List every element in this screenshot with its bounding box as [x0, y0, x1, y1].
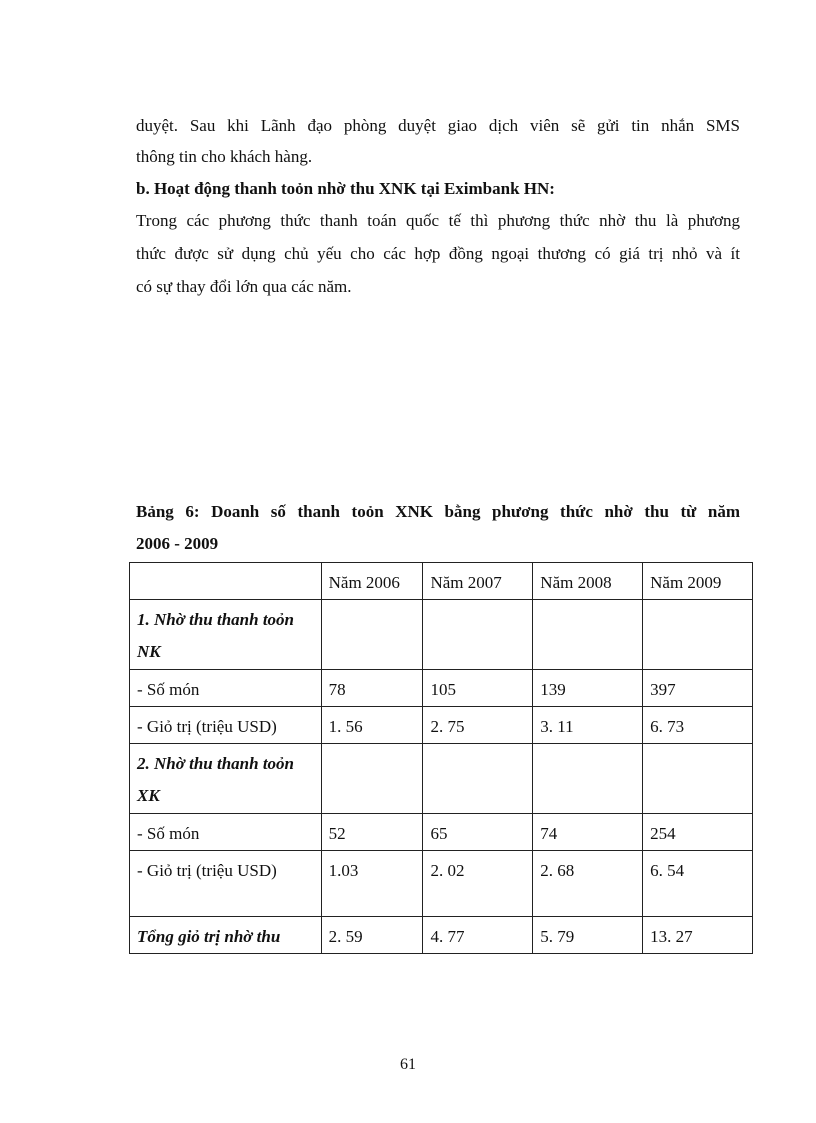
row-label: - Số món [130, 814, 322, 851]
table-cell: 6. 54 [643, 851, 753, 917]
table-cell [423, 600, 533, 670]
section-heading: b. Hoạt động thanh toỏn nhờ thu XNK tại Eximbank HN: [136, 179, 555, 198]
table-row [130, 744, 753, 814]
section-label-import: 1. Nhờ thu thanh toỏn NK [130, 600, 322, 670]
table-cell: 6. 73 [643, 707, 753, 744]
paragraph-line: duyệt. Sau khi Lãnh đạo phòng duyệt giao dịch viên sẽ gửi tin nhắn SMS [136, 116, 740, 135]
table-cell: 254 [643, 814, 753, 851]
table-cell: 397 [643, 670, 753, 707]
table-caption: Bảng 6: Doanh số thanh toỏn XNK bằng phương thức nhờ thu từ năm [136, 502, 740, 521]
table-cell: 139 [533, 670, 643, 707]
table-cell [643, 744, 753, 814]
table-row [130, 670, 753, 707]
paragraph-line: Trong các phương thức thanh toán quốc tế thì phương thức nhờ thu là phương [136, 211, 740, 230]
table-cell: 5. 79 [533, 917, 643, 954]
table-cell [643, 600, 753, 670]
table-cell: 2. 68 [533, 851, 643, 917]
table-cell [533, 600, 643, 670]
table-cell [321, 744, 423, 814]
row-label: - Giỏ trị (triệu USD) [130, 851, 322, 917]
paragraph-line: thông tin cho khách hàng. [136, 147, 313, 166]
collection-revenue-table [129, 562, 753, 954]
paragraph-line: thức được sử dụng chủ yếu cho các hợp đồng ngoại thương có giá trị nhỏ và ít [136, 244, 740, 263]
table-row [130, 707, 753, 744]
table-header-row [130, 563, 753, 600]
table-cell: 2. 75 [423, 707, 533, 744]
row-label: - Số món [130, 670, 322, 707]
table-cell [321, 600, 423, 670]
table-cell: 13. 27 [643, 917, 753, 954]
table-row [130, 600, 753, 670]
table-cell: 65 [423, 814, 533, 851]
section-label-export: 2. Nhờ thu thanh toỏn XK [130, 744, 322, 814]
total-label: Tổng giỏ trị nhờ thu [130, 917, 322, 954]
header-cell: Năm 2008 [533, 563, 643, 600]
table-cell: 1.03 [321, 851, 423, 917]
table-cell [533, 744, 643, 814]
table-cell: 3. 11 [533, 707, 643, 744]
paragraph-line: có sự thay đổi lớn qua các năm. [136, 277, 352, 296]
table-cell: 105 [423, 670, 533, 707]
header-cell: Năm 2009 [643, 563, 753, 600]
table-cell: 2. 59 [321, 917, 423, 954]
table-cell: 74 [533, 814, 643, 851]
table-cell: 52 [321, 814, 423, 851]
table-cell: 4. 77 [423, 917, 533, 954]
table-cell: 2. 02 [423, 851, 533, 917]
table-row [130, 851, 753, 917]
table-total-row [130, 917, 753, 954]
table-caption-years: 2006 - 2009 [136, 534, 219, 553]
table-cell: 78 [321, 670, 423, 707]
header-cell [130, 563, 322, 600]
table-row [130, 814, 753, 851]
page-number: 61 [400, 1056, 416, 1073]
row-label: - Giỏ trị (triệu USD) [130, 707, 322, 744]
table-cell: 1. 56 [321, 707, 423, 744]
header-cell: Năm 2007 [423, 563, 533, 600]
table-cell [423, 744, 533, 814]
header-cell: Năm 2006 [321, 563, 423, 600]
